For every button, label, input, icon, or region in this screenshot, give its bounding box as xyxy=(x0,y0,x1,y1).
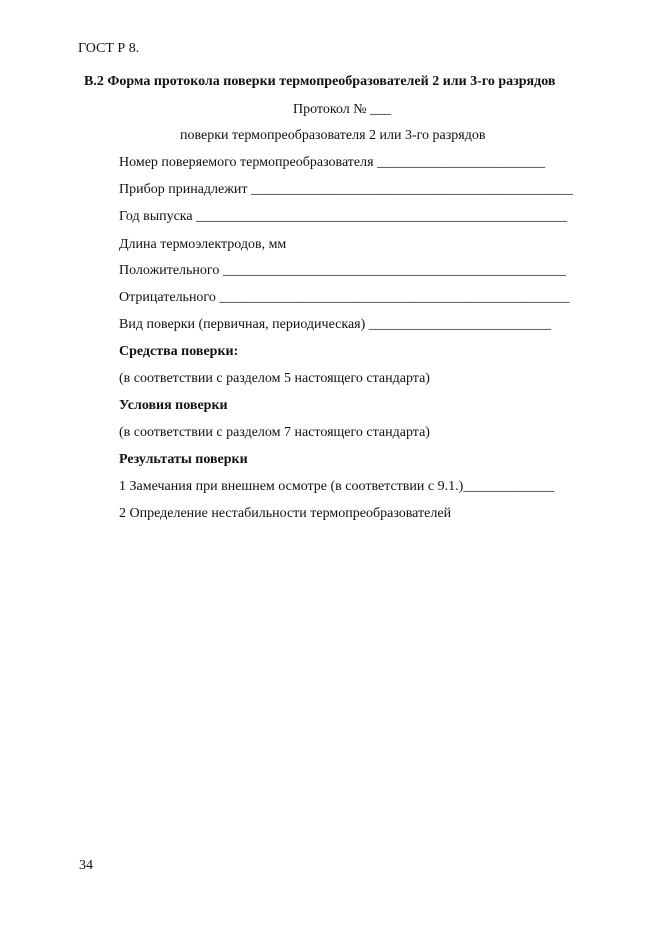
result-item-inspection: 1 Замечания при внешнем осмотре (в соответствии с 9.1.)_____________ xyxy=(119,479,555,494)
section-text-means: (в соответствии с разделом 5 настоящего стандарта) xyxy=(119,371,430,386)
page-number: 34 xyxy=(79,858,93,873)
result-item-instability: 2 Определение нестабильности термопреобразователей xyxy=(119,506,452,521)
section-heading-results: Результаты поверки xyxy=(119,452,248,467)
section-heading-means: Средства поверки: xyxy=(119,344,239,359)
field-negative: Отрицательного __________________________________________________ xyxy=(119,290,570,305)
protocol-subheading: поверки термопреобразователя 2 или 3-го разрядов xyxy=(180,128,486,143)
field-positive: Положительного _________________________________________________ xyxy=(119,263,566,278)
field-owner: Прибор принадлежит ______________________________________________ xyxy=(119,182,574,197)
document-code: ГОСТ Р 8. xyxy=(78,41,140,56)
section-title: В.2 Форма протокола поверки термопреобразователей 2 или 3-го разрядов xyxy=(84,74,556,89)
field-sensor-number: Номер поверяемого термопреобразователя ________________________ xyxy=(119,155,546,170)
field-electrode-length: Длина термоэлектродов, мм xyxy=(119,237,287,252)
field-year: Год выпуска _____________________________________________________ xyxy=(119,209,568,224)
section-heading-conditions: Условия поверки xyxy=(119,398,228,413)
section-text-conditions: (в соответствии с разделом 7 настоящего стандарта) xyxy=(119,425,430,440)
field-verification-type: Вид поверки (первичная, периодическая) __________________________ xyxy=(119,317,551,332)
protocol-heading: Протокол № ___ xyxy=(293,102,392,117)
